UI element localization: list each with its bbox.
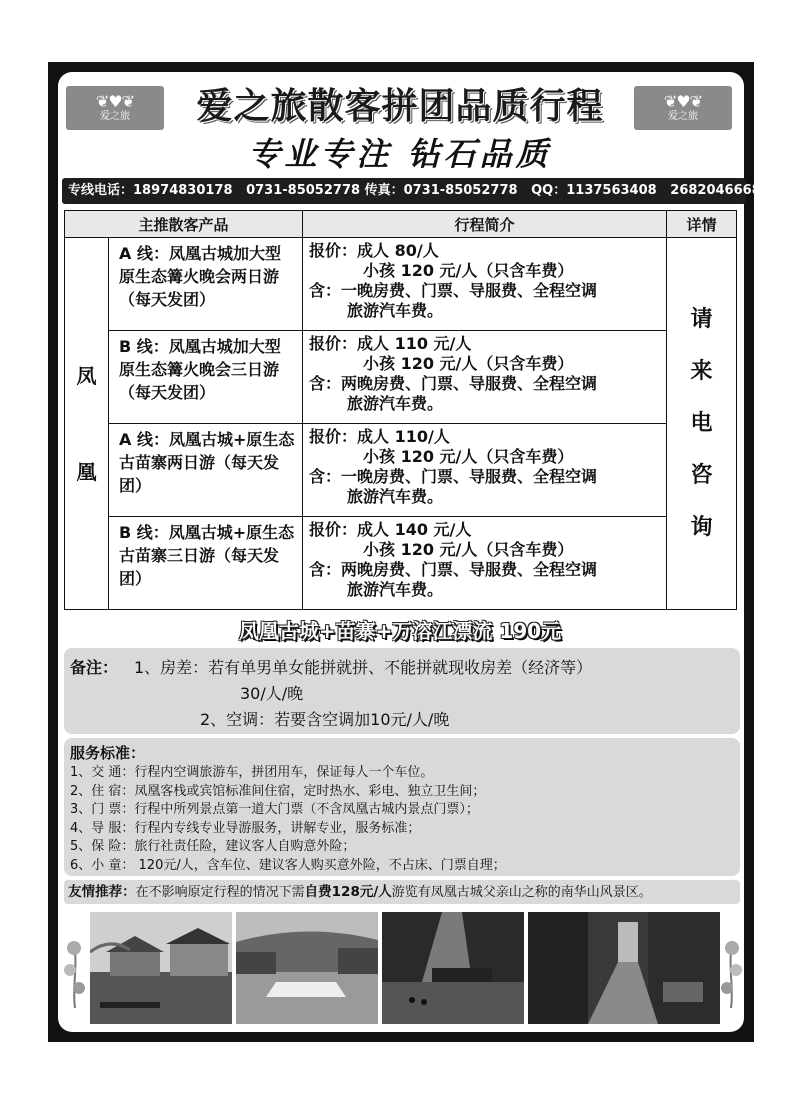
recommend-label: 友情推荐： [68, 884, 136, 900]
qq-number-1: 1137563408 [566, 183, 657, 198]
recommend-highlight: 自费128元/人 [304, 884, 392, 900]
detail-char: 来 [690, 358, 713, 384]
detail-char: 咨 [690, 462, 713, 488]
product-name: A 线：凤凰古城加大型原生态篝火晚会两日游（每天发团） [109, 238, 303, 331]
header-products: 主推散客产品 [65, 211, 303, 238]
price-adult: 报价：成人 110 元/人 [309, 334, 472, 353]
product-name: B 线：凤凰古城加大型原生态篝火晚会三日游（每天发团） [109, 331, 303, 424]
hotline-number-2: 0731-85052778 [246, 183, 361, 198]
photo-strip [62, 908, 742, 1028]
heart-wings-icon: ❦♥❦ [663, 92, 703, 111]
product-name: B 线：凤凰古城+原生态古苗寨三日游（每天发团） [109, 517, 303, 610]
price-cell [303, 517, 667, 610]
flower-ornament-icon [62, 938, 88, 1008]
slogan: 专业专注 钻石品质 [248, 135, 552, 173]
price-adult: 报价：成人 140 元/人 [309, 520, 472, 539]
brand-logo-right [634, 86, 732, 130]
price-includes-cont: 旅游汽车费。 [347, 301, 444, 320]
list-item: 3、门 票：行程中所列景点第一道大门票（不含凤凰古城内景点门票）； [70, 802, 479, 817]
logo-label: 爱之旅 [668, 111, 698, 122]
header-detail: 详情 [667, 211, 737, 238]
table-header-row [65, 211, 737, 238]
hotline-label: 专线电话： [68, 183, 134, 198]
fax-number: 0731-85052778 [403, 183, 518, 198]
price-cell [303, 331, 667, 424]
product-table [64, 210, 737, 610]
service-panel [64, 738, 740, 876]
hotline-number-1: 18974830178 [133, 183, 233, 198]
notes-line-3: 2、空调：若要含空调加10元/人/晚 [200, 710, 450, 729]
price-cell [303, 238, 667, 331]
notes-panel [64, 648, 740, 734]
detail-cell [667, 238, 737, 610]
table-row [65, 238, 737, 331]
notes-label: 备注： [70, 658, 119, 677]
price-includes: 含：一晚房费、门票、导服费、全程空调 [309, 467, 598, 486]
region-char-2: 凰 [76, 459, 97, 484]
photo-old-street [528, 912, 720, 1024]
route-banner: 凤凰古城+苗寨+万溶江漂流 190元 [238, 619, 562, 643]
table-row [65, 517, 737, 610]
price-includes: 含：两晚房费、门票、导服费、全程空调 [309, 560, 598, 579]
fax-label: 传真： [364, 183, 404, 198]
product-name: A 线：凤凰古城+原生态古苗寨两日游（每天发团） [109, 424, 303, 517]
price-includes: 含：两晚房费、门票、导服费、全程空调 [309, 374, 598, 393]
photo-river-town [236, 912, 378, 1024]
photo-ancient-town [90, 912, 232, 1024]
price-includes-cont: 旅游汽车费。 [347, 580, 444, 599]
price-child: 小孩 120 元/人（只含车费） [363, 540, 574, 559]
region-cell [65, 238, 109, 610]
price-child: 小孩 120 元/人（只含车费） [363, 354, 574, 373]
recommend-text-after: 游览有凤凰古城父亲山之称的南华山风景区。 [391, 885, 652, 900]
contact-bar [62, 178, 761, 204]
region-char-1: 凤 [76, 363, 97, 388]
list-item: 1、交 通：行程内空调旅游车，拼团用车，保证每人一个车位。 [70, 765, 434, 780]
brand-logo-left [66, 86, 164, 130]
service-title: 服务标准： [70, 744, 146, 762]
price-adult: 报价：成人 80/人 [309, 241, 439, 260]
price-child: 小孩 120 元/人（只含车费） [363, 447, 574, 466]
page-title: 爱之旅散客拼团品质行程 [196, 86, 604, 127]
flower-ornament-icon [718, 938, 744, 1008]
detail-char: 询 [690, 514, 713, 540]
qq-label: QQ： [531, 183, 567, 198]
recommend-text-before: 在不影响原定行程的情况下需 [135, 885, 305, 900]
heart-wings-icon: ❦♥❦ [95, 92, 135, 111]
detail-char: 电 [690, 410, 713, 436]
table-row [65, 424, 737, 517]
notes-line-1: 1、房差：若有单男单女能拼就拼、不能拼就现收房差（经济等） [134, 658, 593, 677]
price-includes-cont: 旅游汽车费。 [347, 487, 444, 506]
header-itinerary: 行程简介 [303, 211, 667, 238]
logo-label: 爱之旅 [100, 111, 130, 122]
detail-char: 请 [690, 306, 713, 332]
photo-sunbeam-river [382, 912, 524, 1024]
table-row [65, 331, 737, 424]
list-item: 4、导 服：行程内专线专业导游服务，讲解专业，服务标准； [70, 820, 421, 836]
notes-line-2: 30/人/晚 [240, 684, 304, 703]
list-item: 6、小 童： 120元/人，含车位、建议客人购买意外险，不占床、门票自理； [70, 857, 506, 873]
price-adult: 报价：成人 110/人 [309, 427, 450, 446]
list-item: 2、住 宿：凤凰客栈或宾馆标准间住宿，定时热水、彩电、独立卫生间； [70, 783, 486, 799]
price-child: 小孩 120 元/人（只含车费） [363, 261, 574, 280]
qq-number-2: 2682046668 [670, 183, 761, 198]
service-list [70, 764, 506, 875]
price-includes-cont: 旅游汽车费。 [347, 394, 444, 413]
recommend-bar [64, 880, 740, 904]
price-cell [303, 424, 667, 517]
price-includes: 含：一晚房费、门票、导服费、全程空调 [309, 281, 598, 300]
list-item: 5、保 险：旅行社责任险，建议客人自购意外险； [70, 839, 356, 854]
